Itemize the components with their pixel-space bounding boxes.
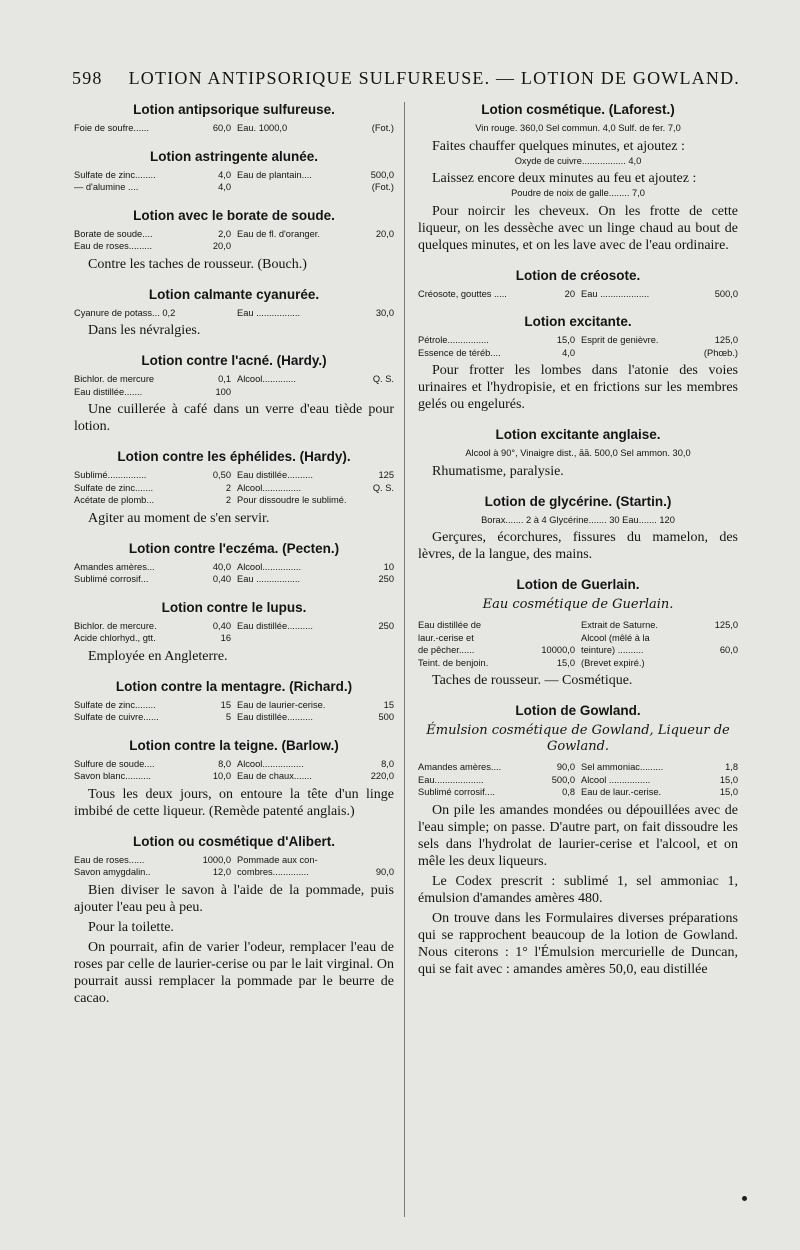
ingredient-name: Eau ................. bbox=[237, 574, 301, 584]
ingredient-name: — d'alumine .... bbox=[74, 182, 139, 192]
ingredient-line bbox=[418, 187, 738, 200]
ingredient-quantity: 100 bbox=[215, 386, 231, 397]
ingredient bbox=[581, 632, 738, 645]
body-paragraph: Laissez encore deux minutes au feu et ajoutez : bbox=[432, 171, 697, 186]
recipe-section bbox=[74, 541, 394, 586]
ingredient-name: Créosote, gouttes ..... bbox=[418, 288, 507, 299]
ingredient-quantity: 0,1 bbox=[218, 374, 231, 384]
ingredient bbox=[237, 228, 394, 241]
ingredient bbox=[237, 573, 394, 586]
formula-block bbox=[74, 561, 394, 586]
recipe-section bbox=[418, 427, 738, 480]
formula-block bbox=[74, 469, 394, 507]
ingredient-quantity bbox=[572, 619, 575, 632]
ingredient-name: Essence de téréb.... bbox=[418, 347, 501, 358]
recipe-section bbox=[418, 268, 738, 301]
ingredient-name: Alcool ................ bbox=[581, 774, 651, 785]
ingredient bbox=[418, 786, 575, 799]
recipe-section bbox=[418, 102, 738, 254]
ingredient-name: Cyanure de potass... 0,2 bbox=[74, 307, 176, 318]
column-divider bbox=[404, 102, 405, 1217]
ingredient bbox=[581, 786, 738, 799]
recipe-section bbox=[418, 577, 738, 689]
recipe-title: Lotion cosmétique. (Laforest.) bbox=[481, 102, 675, 117]
body-paragraph: Faites chauffer quelques minutes, et ajoutez : bbox=[432, 138, 685, 154]
ingredient-name: laur.-cerise et bbox=[418, 632, 474, 643]
ingredient-name: teinture) .......... bbox=[581, 645, 644, 655]
body-paragraph: Pour frotter les lombes dans l'atonie des voies urinaires et l'hydropisie, et en frictions sur les membres gelés ou engelurés. bbox=[418, 363, 738, 412]
ingredient-name: Alcool................ bbox=[237, 758, 304, 769]
ingredient-name: Eau de chaux....... bbox=[237, 771, 312, 781]
ingredient-name: Eau de plantain.... bbox=[237, 169, 312, 180]
ingredient-name: Eau de laur.-cerise. bbox=[581, 787, 662, 797]
recipe-title: Lotion de glycérine. (Startin.) bbox=[484, 493, 672, 509]
formula-block bbox=[74, 122, 394, 135]
ingredient-line bbox=[418, 155, 738, 168]
formula-block bbox=[74, 620, 394, 645]
running-head bbox=[72, 68, 742, 89]
ingredient bbox=[74, 494, 231, 507]
formula-block bbox=[74, 169, 394, 194]
ingredient-name: Alcool (mêlé à la bbox=[581, 632, 650, 643]
ingredient-quantity: 1000,0 bbox=[202, 854, 231, 865]
ingredient-quantity: 40,0 bbox=[212, 561, 231, 572]
body-paragraph: Agiter au moment de s'en servir. bbox=[88, 510, 270, 526]
recipe-section bbox=[74, 738, 394, 820]
ingredient-quantity: 5 bbox=[225, 712, 231, 722]
ingredient-quantity: 0,40 bbox=[212, 620, 231, 631]
ingredient bbox=[418, 334, 575, 347]
body-paragraph: Bien diviser le savon à l'aide de la pommade, puis ajouter l'eau peu à peu. bbox=[74, 882, 394, 915]
ingredient bbox=[418, 288, 575, 301]
body-paragraph: On pile les amandes mondées ou dépouillées avec de l'eau simple; on passe. D'autre part, on fait dissoudre les sels dans l'hydrolat de laurier-cerise et l'alcool, et on mêle les deux liqueurs. bbox=[418, 802, 738, 869]
ingredient-name: Eau................... bbox=[418, 774, 484, 785]
ingredient bbox=[237, 866, 394, 879]
ingredient bbox=[418, 657, 575, 670]
ingredient-name: Savon amygdalin.. bbox=[74, 867, 151, 877]
ingredient bbox=[74, 469, 231, 482]
running-title: LOTION ANTIPSORIQUE SULFUREUSE. — LOTION DE GOWLAND. bbox=[128, 68, 740, 88]
recipe-title: Lotion excitante. bbox=[524, 314, 632, 329]
ingredient-quantity: 20,0 bbox=[212, 241, 231, 251]
ingredient-name: Eau distillée.......... bbox=[237, 620, 313, 631]
ingredient-quantity: 15,0 bbox=[556, 657, 575, 668]
ingredient-quantity: 4,0 bbox=[218, 169, 231, 180]
ingredient bbox=[74, 169, 231, 182]
ingredient bbox=[237, 494, 394, 507]
ingredient-quantity: 0,50 bbox=[212, 470, 231, 480]
formula-block bbox=[74, 373, 394, 398]
ingredient-quantity: 8,0 bbox=[381, 758, 394, 769]
ingredient-quantity: 90,0 bbox=[556, 762, 575, 772]
recipe-title: Lotion contre la mentagre. (Richard.) bbox=[115, 678, 353, 694]
ingredient bbox=[74, 866, 231, 879]
ingredient bbox=[74, 482, 231, 495]
recipe-title: Lotion contre l'acné. (Hardy.) bbox=[141, 353, 327, 368]
ingredient-quantity bbox=[391, 854, 394, 867]
ingredient bbox=[581, 774, 738, 787]
ingredient-quantity: 500,0 bbox=[714, 288, 738, 299]
ingredient bbox=[74, 620, 231, 633]
body-paragraph: Gerçures, écorchures, fissures du mamelon, des lèvres, de la langue, des mains. bbox=[418, 530, 738, 562]
ingredient-name: Sulfate de zinc........ bbox=[74, 169, 156, 180]
body-paragraph: Le Codex prescrit : sublimé 1, sel ammoniac 1, émulsion d'amandes amères 480. bbox=[418, 873, 738, 906]
ingredient-quantity: 16 bbox=[220, 633, 231, 643]
ingredient-name: Sublimé corrosif... bbox=[74, 574, 149, 584]
ingredient-name: Bichlor. de mercure bbox=[74, 374, 155, 384]
ingredient bbox=[581, 288, 738, 301]
ingredient-quantity: 15,0 bbox=[719, 787, 738, 797]
recipe-section bbox=[418, 703, 738, 978]
ingredient-quantity: 10000,0 bbox=[541, 645, 575, 655]
ingredient-name: (Brevet expiré.) bbox=[581, 657, 645, 668]
ingredient-quantity: 15,0 bbox=[556, 335, 575, 345]
formula-block bbox=[74, 854, 394, 879]
ingredient-quantity: 0,40 bbox=[212, 574, 231, 584]
ingredient-quantity bbox=[391, 240, 394, 253]
body-paragraph: On trouve dans les Formulaires diverses préparations qui se rapprochent beaucoup de la lotion de Gowland. Nous citerons : 1° l'Émulsion mercurielle de Duncan, qui se fait avec : amandes amères 50,0, eau distillée bbox=[418, 910, 738, 977]
ingredient-name: Sublimé corrosif.... bbox=[418, 787, 495, 797]
ingredient bbox=[418, 619, 575, 632]
body-paragraph: Pour la toilette. bbox=[88, 919, 174, 935]
ingredient-quantity bbox=[735, 632, 738, 645]
formula-block bbox=[74, 758, 394, 783]
ingredient-quantity: 60,0 bbox=[719, 645, 738, 655]
ingredient-name: Sulfate de cuivre...... bbox=[74, 712, 159, 722]
recipe-section bbox=[74, 102, 394, 135]
recipe-section bbox=[74, 149, 394, 194]
recipe-section bbox=[418, 494, 738, 564]
ingredient bbox=[237, 122, 394, 135]
ingredient-quantity: 90,0 bbox=[375, 867, 394, 877]
ingredient bbox=[74, 573, 231, 586]
ingredient-quantity: (Phœb.) bbox=[703, 347, 738, 358]
ingredient-name: Pour dissoudre le sublimé. bbox=[237, 495, 347, 505]
ingredient-name: Teint. de benjoin. bbox=[418, 657, 489, 668]
ingredient bbox=[74, 854, 231, 867]
ingredient bbox=[237, 469, 394, 482]
ingredient-quantity bbox=[391, 632, 394, 645]
page-number: 598 bbox=[72, 68, 103, 88]
ingredient-quantity: 250 bbox=[378, 620, 394, 631]
ingredient-quantity: 4,0 bbox=[562, 347, 575, 358]
ingredient-quantity: 20,0 bbox=[375, 228, 394, 239]
ingredient bbox=[237, 632, 394, 645]
ingredient bbox=[237, 373, 394, 386]
ingredient bbox=[581, 657, 738, 670]
ingredient bbox=[74, 758, 231, 771]
body-paragraph: On pourrait, afin de varier l'odeur, remplacer l'eau de roses par celle de laurier-cerise ou par le lait virginal. On pourrait aussi remplacer la pommade par le beurre de cacao. bbox=[74, 939, 394, 1006]
ingredient-quantity: Q. S. bbox=[372, 482, 394, 493]
ingredient bbox=[237, 386, 394, 399]
ingredient-name: Sulfure de soude.... bbox=[74, 758, 155, 769]
ingredient-name: Sulfate de zinc....... bbox=[74, 482, 154, 493]
ingredient bbox=[237, 307, 394, 320]
ingredient-quantity: 500,0 bbox=[551, 774, 575, 785]
ingredient-name: Borate de soude.... bbox=[74, 228, 153, 239]
ingredient-quantity: 20 bbox=[564, 288, 575, 299]
ingredient-name: Pétrole................ bbox=[418, 335, 489, 345]
ingredient-name: Extrait de Saturne. bbox=[581, 620, 658, 630]
body-paragraph: Dans les névralgies. bbox=[88, 323, 201, 338]
recipe-title: Lotion contre la teigne. (Barlow.) bbox=[129, 737, 339, 753]
ingredient bbox=[74, 632, 231, 645]
ingredient bbox=[74, 181, 231, 194]
ingredient-name: Vin rouge. 360,0 Sel commun. 4,0 Sulf. de fer. 7,0 bbox=[475, 123, 681, 133]
ingredient bbox=[581, 347, 738, 360]
ingredient-name: combres.............. bbox=[237, 867, 309, 877]
ingredient-name: Foie de soufre...... bbox=[74, 123, 149, 133]
recipe-subtitle: Émulsion cosmétique de Gowland, Liqueur de Gowland. bbox=[426, 723, 730, 754]
formula-block bbox=[418, 514, 738, 527]
ingredient-quantity bbox=[391, 494, 394, 507]
recipe-section bbox=[74, 353, 394, 435]
ingredient-name: Acide chlorhyd., gtt. bbox=[74, 633, 156, 643]
ingredient-name: Eau distillée.......... bbox=[237, 470, 313, 480]
ingredient-name: Savon blanc.......... bbox=[74, 771, 151, 781]
ingredient-name: Acétate de plomb... bbox=[74, 495, 155, 505]
ingredient-line bbox=[418, 447, 738, 460]
ingredient-name: Eau distillée....... bbox=[74, 386, 143, 397]
ingredient-name: Eau ................. bbox=[237, 307, 301, 318]
recipe-title: Lotion astringente alunée. bbox=[149, 148, 319, 164]
ingredient-quantity: (Fot.) bbox=[371, 123, 394, 133]
ingredient bbox=[237, 240, 394, 253]
ingredient-name: Bichlor. de mercure. bbox=[74, 620, 157, 631]
ingredient-name: Eau de roses......... bbox=[74, 241, 153, 251]
ingredient bbox=[418, 632, 575, 645]
ingredient-name: Sel ammoniac......... bbox=[581, 762, 664, 772]
right-column bbox=[418, 100, 738, 978]
formula-block bbox=[74, 307, 394, 320]
ingredient-quantity: 500 bbox=[378, 712, 394, 722]
ingredient-name: Eau de laurier-cerise. bbox=[237, 699, 326, 710]
ingredient bbox=[418, 774, 575, 787]
recipe-subtitle: Eau cosmétique de Guerlain. bbox=[482, 597, 674, 612]
body-paragraph: Taches de rousseur. — Cosmétique. bbox=[432, 673, 633, 688]
ingredient-name: Eau ................... bbox=[581, 288, 650, 299]
ingredient-name: Poudre de noix de galle........ 7,0 bbox=[511, 188, 645, 198]
ingredient-name: Alcool............... bbox=[237, 561, 302, 572]
ingredient-quantity bbox=[735, 657, 738, 670]
ingredient-quantity: 4,0 bbox=[218, 182, 231, 192]
recipe-section bbox=[74, 208, 394, 273]
recipe-title: Lotion contre les éphélides. (Hardy). bbox=[117, 449, 351, 464]
formula-block bbox=[418, 122, 738, 135]
ingredient bbox=[581, 619, 738, 632]
ingredient-name: Oxyde de cuivre................. 4,0 bbox=[514, 155, 642, 166]
recipe-section bbox=[74, 287, 394, 340]
ingredient-name: Alcool............. bbox=[237, 374, 296, 384]
ingredient bbox=[418, 761, 575, 774]
ingredient-quantity: 125,0 bbox=[714, 620, 738, 630]
ingredient-quantity: (Fot.) bbox=[371, 182, 394, 192]
ingredient-line bbox=[418, 122, 738, 135]
recipe-title: Lotion calmante cyanurée. bbox=[148, 286, 320, 302]
ingredient bbox=[237, 711, 394, 724]
ingredient-name: Alcool à 90°, Vinaigre dist., āā. 500,0 Sel ammon. 30,0 bbox=[465, 448, 691, 458]
ingredient bbox=[74, 228, 231, 241]
ingredient bbox=[418, 347, 575, 360]
ingredient bbox=[237, 482, 394, 495]
recipe-title: Lotion excitante anglaise. bbox=[495, 427, 661, 442]
ingredient-line bbox=[418, 514, 738, 527]
ingredient-quantity: 220,0 bbox=[370, 771, 394, 781]
ingredient-quantity: 12,0 bbox=[212, 867, 231, 877]
formula-block bbox=[74, 228, 394, 253]
ingredient-name: Pommade aux con- bbox=[237, 854, 318, 865]
ingredient-name: Amandes amères.... bbox=[418, 762, 502, 772]
ingredient-quantity: 2 bbox=[225, 482, 231, 493]
ingredient-name: Eau distillée de bbox=[418, 620, 482, 630]
ingredient bbox=[74, 307, 231, 320]
ingredient bbox=[237, 770, 394, 783]
left-column bbox=[74, 100, 394, 1007]
recipe-section bbox=[74, 679, 394, 724]
ingredient-quantity: 125,0 bbox=[714, 335, 738, 345]
body-paragraph: Employée en Angleterre. bbox=[88, 648, 228, 664]
ingredient-quantity bbox=[228, 307, 231, 320]
formula-block bbox=[418, 619, 738, 669]
ingredient-quantity: 15 bbox=[220, 699, 231, 710]
ingredient-quantity: 0,8 bbox=[562, 787, 575, 797]
ingredient bbox=[237, 561, 394, 574]
ingredient bbox=[74, 770, 231, 783]
ingredient bbox=[581, 334, 738, 347]
ingredient-quantity: 10,0 bbox=[212, 771, 231, 781]
body-paragraph: Une cuillerée à café dans un verre d'eau tiède pour lotion. bbox=[74, 402, 394, 434]
body-paragraph: Tous les deux jours, on entoure la tête d'un linge imbibé de cette liqueur. (Remède patenté anglais.) bbox=[74, 786, 394, 819]
ingredient bbox=[237, 620, 394, 633]
ingredient-name: Eau de roses...... bbox=[74, 854, 145, 865]
body-paragraph: Contre les taches de rousseur. (Bouch.) bbox=[88, 256, 307, 272]
ingredient-quantity bbox=[572, 632, 575, 645]
ingredient bbox=[237, 169, 394, 182]
ingredient-name: de pêcher...... bbox=[418, 645, 475, 655]
ingredient bbox=[237, 854, 394, 867]
ingredient bbox=[581, 644, 738, 657]
print-mark bbox=[742, 1196, 747, 1201]
body-paragraph: Rhumatisme, paralysie. bbox=[432, 463, 564, 479]
ingredient bbox=[74, 373, 231, 386]
ingredient-name: Eau. 1000,0 bbox=[237, 123, 288, 133]
ingredient-quantity: 8,0 bbox=[218, 758, 231, 769]
ingredient-quantity: 2 bbox=[225, 495, 231, 505]
ingredient-name: Sublimé............... bbox=[74, 470, 147, 480]
formula-block bbox=[418, 334, 738, 359]
formula-block bbox=[418, 761, 738, 799]
ingredient-quantity: 15 bbox=[383, 699, 394, 710]
ingredient-quantity: 60,0 bbox=[212, 123, 231, 133]
ingredient-quantity: 30,0 bbox=[375, 307, 394, 318]
ingredient bbox=[74, 711, 231, 724]
formula-block bbox=[418, 187, 738, 200]
ingredient-name: Eau distillée.......... bbox=[237, 712, 313, 722]
ingredient-quantity: 15,0 bbox=[719, 774, 738, 785]
formula-block bbox=[74, 699, 394, 724]
ingredient bbox=[237, 758, 394, 771]
ingredient-name: Sulfate de zinc........ bbox=[74, 699, 156, 710]
recipe-title: Lotion contre le lupus. bbox=[161, 599, 307, 615]
ingredient bbox=[74, 699, 231, 712]
ingredient bbox=[74, 386, 231, 399]
ingredient bbox=[74, 240, 231, 253]
formula-block bbox=[418, 447, 738, 460]
ingredient bbox=[74, 561, 231, 574]
ingredient-name: Esprit de genièvre. bbox=[581, 335, 659, 345]
ingredient-quantity: 1,8 bbox=[725, 762, 738, 772]
ingredient bbox=[74, 122, 231, 135]
ingredient-quantity: 2,0 bbox=[218, 228, 231, 239]
recipe-section bbox=[74, 834, 394, 1007]
recipe-title: Lotion antipsorique sulfureuse. bbox=[133, 102, 335, 117]
ingredient-quantity bbox=[391, 386, 394, 399]
recipe-title: Lotion de créosote. bbox=[515, 267, 641, 283]
recipe-section bbox=[418, 314, 738, 413]
ingredient-quantity: Q. S. bbox=[372, 374, 394, 384]
ingredient-name: Borax....... 2 à 4 Glycérine....... 30 Eau....... 120 bbox=[481, 514, 675, 525]
formula-block bbox=[418, 288, 738, 301]
recipe-section bbox=[74, 449, 394, 527]
ingredient-quantity: 125 bbox=[378, 470, 394, 480]
recipe-section bbox=[74, 600, 394, 665]
ingredient-quantity: 10 bbox=[383, 561, 394, 572]
body-paragraph: Pour noircir les cheveux. On les frotte de cette liqueur, on les dessèche avec un linge chaud au bout de quelques minutes, et on les lave avec de l'eau ordinaire. bbox=[418, 203, 738, 253]
recipe-title: Lotion de Guerlain. bbox=[516, 577, 640, 592]
ingredient-quantity: 500,0 bbox=[370, 169, 394, 180]
recipe-title: Lotion contre l'eczéma. (Pecten.) bbox=[128, 540, 340, 556]
recipe-title: Lotion avec le borate de soude. bbox=[133, 207, 335, 223]
ingredient-name: Amandes amères... bbox=[74, 561, 155, 572]
ingredient-quantity: 250 bbox=[378, 574, 394, 584]
recipe-title: Lotion ou cosmétique d'Alibert. bbox=[133, 833, 335, 849]
ingredient bbox=[418, 644, 575, 657]
ingredient bbox=[237, 699, 394, 712]
ingredient-name: Eau de fl. d'oranger. bbox=[237, 228, 320, 239]
ingredient bbox=[237, 181, 394, 194]
ingredient bbox=[581, 761, 738, 774]
ingredient-name: Alcool............... bbox=[237, 482, 302, 493]
formula-block bbox=[418, 155, 738, 168]
recipe-title: Lotion de Gowland. bbox=[515, 703, 641, 718]
